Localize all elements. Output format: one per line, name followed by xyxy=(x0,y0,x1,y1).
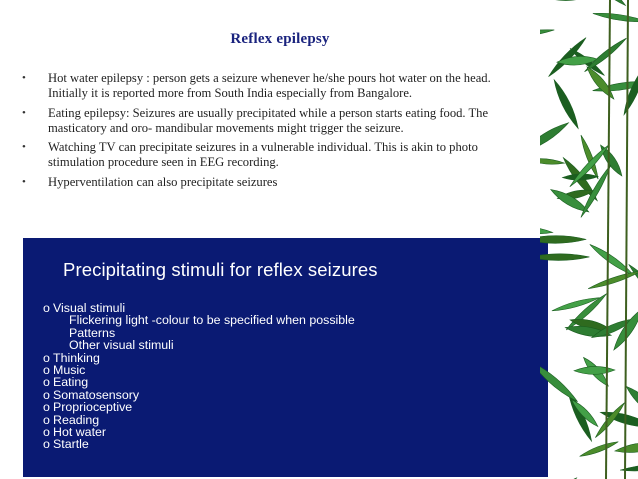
bullet-item: • Hyperventilation can also precipitate seizures xyxy=(22,174,278,189)
bamboo-leaf xyxy=(540,27,555,41)
bamboo-leaf xyxy=(597,143,625,179)
stimuli-item: o Startle xyxy=(43,437,89,452)
bamboo-leaf xyxy=(584,64,617,102)
stimuli-item: o Hot water xyxy=(43,424,107,439)
stimuli-list xyxy=(43,302,355,451)
bullet-icon: • xyxy=(22,141,26,154)
stimuli-item: o Somatosensory xyxy=(43,387,140,402)
stimuli-item: o Proprioceptive xyxy=(43,400,133,415)
stimuli-subitem: Patterns xyxy=(69,325,116,340)
bamboo-leaf xyxy=(588,0,628,8)
bamboo-leaf xyxy=(540,359,580,405)
bamboo-leaf xyxy=(621,65,638,117)
slide-title: Reflex epilepsy xyxy=(230,31,330,47)
bamboo-leaf xyxy=(540,119,571,155)
bullet-item: • Watching TV can precipitate seizures in a vulnerable individual. This is akin to photo stimulation procedure seen in EEG recording. xyxy=(22,140,478,170)
bullet-icon: • xyxy=(22,72,26,84)
bamboo-leaf xyxy=(540,157,565,165)
stimuli-item: o Visual stimuli xyxy=(43,301,126,315)
stimuli-subitem: Flickering light -colour to be specified when possible xyxy=(69,313,355,328)
bullet-icon: • xyxy=(22,106,26,119)
panel-title: Precipitating stimuli for reflex seizures xyxy=(63,259,378,280)
bamboo-leaf xyxy=(540,475,579,479)
bamboo-leaf xyxy=(540,225,553,236)
stimuli-item: o Eating xyxy=(43,375,89,390)
bamboo-leaf xyxy=(592,11,638,25)
bamboo-leaf xyxy=(588,242,636,278)
bullet-icon: • xyxy=(22,175,26,188)
bamboo-leaf xyxy=(574,366,615,375)
stimuli-panel-image xyxy=(23,238,548,477)
bullet-list xyxy=(22,71,522,194)
bamboo-leaves-icon xyxy=(540,0,638,479)
stimuli-item: o Reading xyxy=(43,412,100,427)
bamboo-leaf xyxy=(551,78,582,130)
bullet-item: • Hot water epilepsy : person gets a seizure whenever he/she pours hot water on the head. Initially it is reported more from South India especially from Bangalore. xyxy=(22,71,491,101)
bullet-item: • Eating epilepsy: Seizures are usually precipitated while a person starts eating food. The masticatory and oro- mandibular movements might trigger the seizure. xyxy=(22,105,489,135)
bamboo-leaf xyxy=(540,254,589,261)
bamboo-leaf xyxy=(555,0,593,3)
stimuli-item: o Thinking xyxy=(43,350,100,365)
stimuli-item: o Music xyxy=(43,362,86,377)
bamboo-leaf xyxy=(579,439,619,459)
bamboo-leaf xyxy=(540,236,586,244)
stimuli-subitem: Other visual stimuli xyxy=(69,338,174,353)
bamboo-leaf xyxy=(620,463,638,473)
